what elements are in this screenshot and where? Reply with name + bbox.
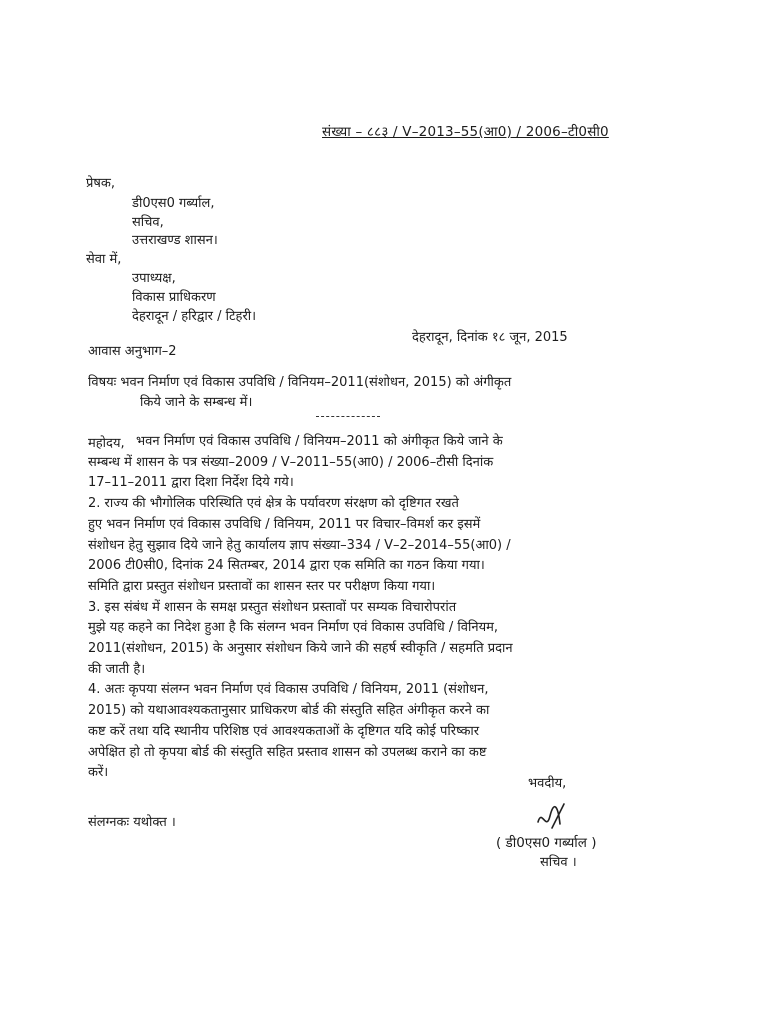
closing-designation: सचिव । [540, 855, 577, 870]
body-line: सम्बन्ध में शासन के पत्र संख्या–2009 / V–2011–55(आ0) / 2006–टीसी दिनांक [88, 454, 494, 470]
recipient-office: विकास प्राधिकरण [132, 290, 216, 305]
body-line: 2006 टी0सी0, दिनांक 24 सितम्बर, 2014 द्वारा एक समिति का गठन किया गया। [88, 558, 485, 574]
body-line: की जाती है। [88, 661, 146, 677]
sender-office: उत्तराखण्ड शासन। [132, 233, 218, 248]
body-line: मुझे यह कहने का निदेश हुआ है कि संलग्न भवन निर्माण एवं विकास उपविधि / विनियम, [88, 620, 499, 636]
subject-line-2: किये जाने के सम्बन्ध में। [140, 395, 253, 410]
body-line: 2011(संशोधन, 2015) के अनुसार संशोधन किये जाने की सहर्ष स्वीकृति / सहमति प्रदान [88, 641, 513, 657]
closing-name: ( डी0एस0 गर्ब्याल ) [496, 835, 597, 851]
body-line: 4. अतः कृपया संलग्न भवन निर्माण एवं विकास उपविधि / विनियम, 2011 (संशोधन, [88, 682, 489, 698]
closing-yours: भवदीय, [528, 776, 567, 791]
sender-name: डी0एस0 गर्ब्याल, [132, 196, 215, 211]
enclosure: संलग्नकः यथोक्त । [88, 815, 176, 830]
body-line: कष्ट करें तथा यदि स्थानीय परिशिष्ठ एवं आवश्यकताओं के दृष्टिगत यदि कोई परिष्कार [88, 723, 480, 739]
reference-number: संख्या – ८८३ / V–2013–55(आ0) / 2006–टी0सी0 [322, 124, 609, 140]
recipient-heading: सेवा में, [86, 252, 122, 267]
body-line: हुए भवन निर्माण एवं विकास उपविधि / विनियम, 2011 पर विचार–विमर्श कर इसमें [88, 516, 481, 532]
body-line: भवन निर्माण एवं विकास उपविधि / विनियम–2011 को अंगीकृत किये जाने के [136, 434, 503, 449]
body-line: 2015) को यथाआवश्यकतानुसार प्राधिकरण बोर्ड की संस्तुति सहित अंगीकृत करने का [88, 703, 490, 719]
body-line: समिति द्वारा प्रस्तुत संशोधन प्रस्तावों का शासन स्तर पर परीक्षण किया गया। [88, 578, 436, 594]
date-line: देहरादून, दिनांक १८ जून, 2015 [412, 330, 568, 345]
divider [316, 416, 380, 417]
letter-body [88, 432, 628, 784]
body-line: अपेक्षित हो तो कृपया बोर्ड की संस्तुति सहित प्रस्ताव शासन को उपलब्ध कराने का कष्ट [88, 744, 487, 760]
body-line: संशोधन हेतु सुझाव दिये जाने हेतु कार्यालय ज्ञाप संख्या–334 / V–2–2014–55(आ0) / [88, 537, 511, 553]
sender-heading: प्रेषक, [86, 176, 116, 191]
body-line: 17–11–2011 द्वारा दिशा निर्देश दिये गये। [88, 475, 294, 491]
subject-line-1: विषयः भवन निर्माण एवं विकास उपविधि / विनियम–2011(संशोधन, 2015) को अंगीकृत [88, 375, 512, 390]
signature-mark [530, 798, 570, 838]
recipient-place: देहरादून / हरिद्वार / टिहरी। [132, 309, 257, 324]
salutation: महोदय, [88, 436, 125, 451]
recipient-designation: उपाध्यक्ष, [132, 271, 176, 286]
body-line: 3. इस संबंध में शासन के समक्ष प्रस्तुत संशोधन प्रस्तावों पर सम्यक विचारोपरांत [88, 599, 457, 615]
body-line: 2. राज्य की भौगोलिक परिस्थिति एवं क्षेत्र के पर्यावरण संरक्षण को दृष्टिगत रखते [88, 496, 459, 512]
sender-designation: सचिव, [132, 215, 164, 230]
body-line: करें। [88, 765, 109, 781]
section-name: आवास अनुभाग–2 [88, 344, 177, 359]
